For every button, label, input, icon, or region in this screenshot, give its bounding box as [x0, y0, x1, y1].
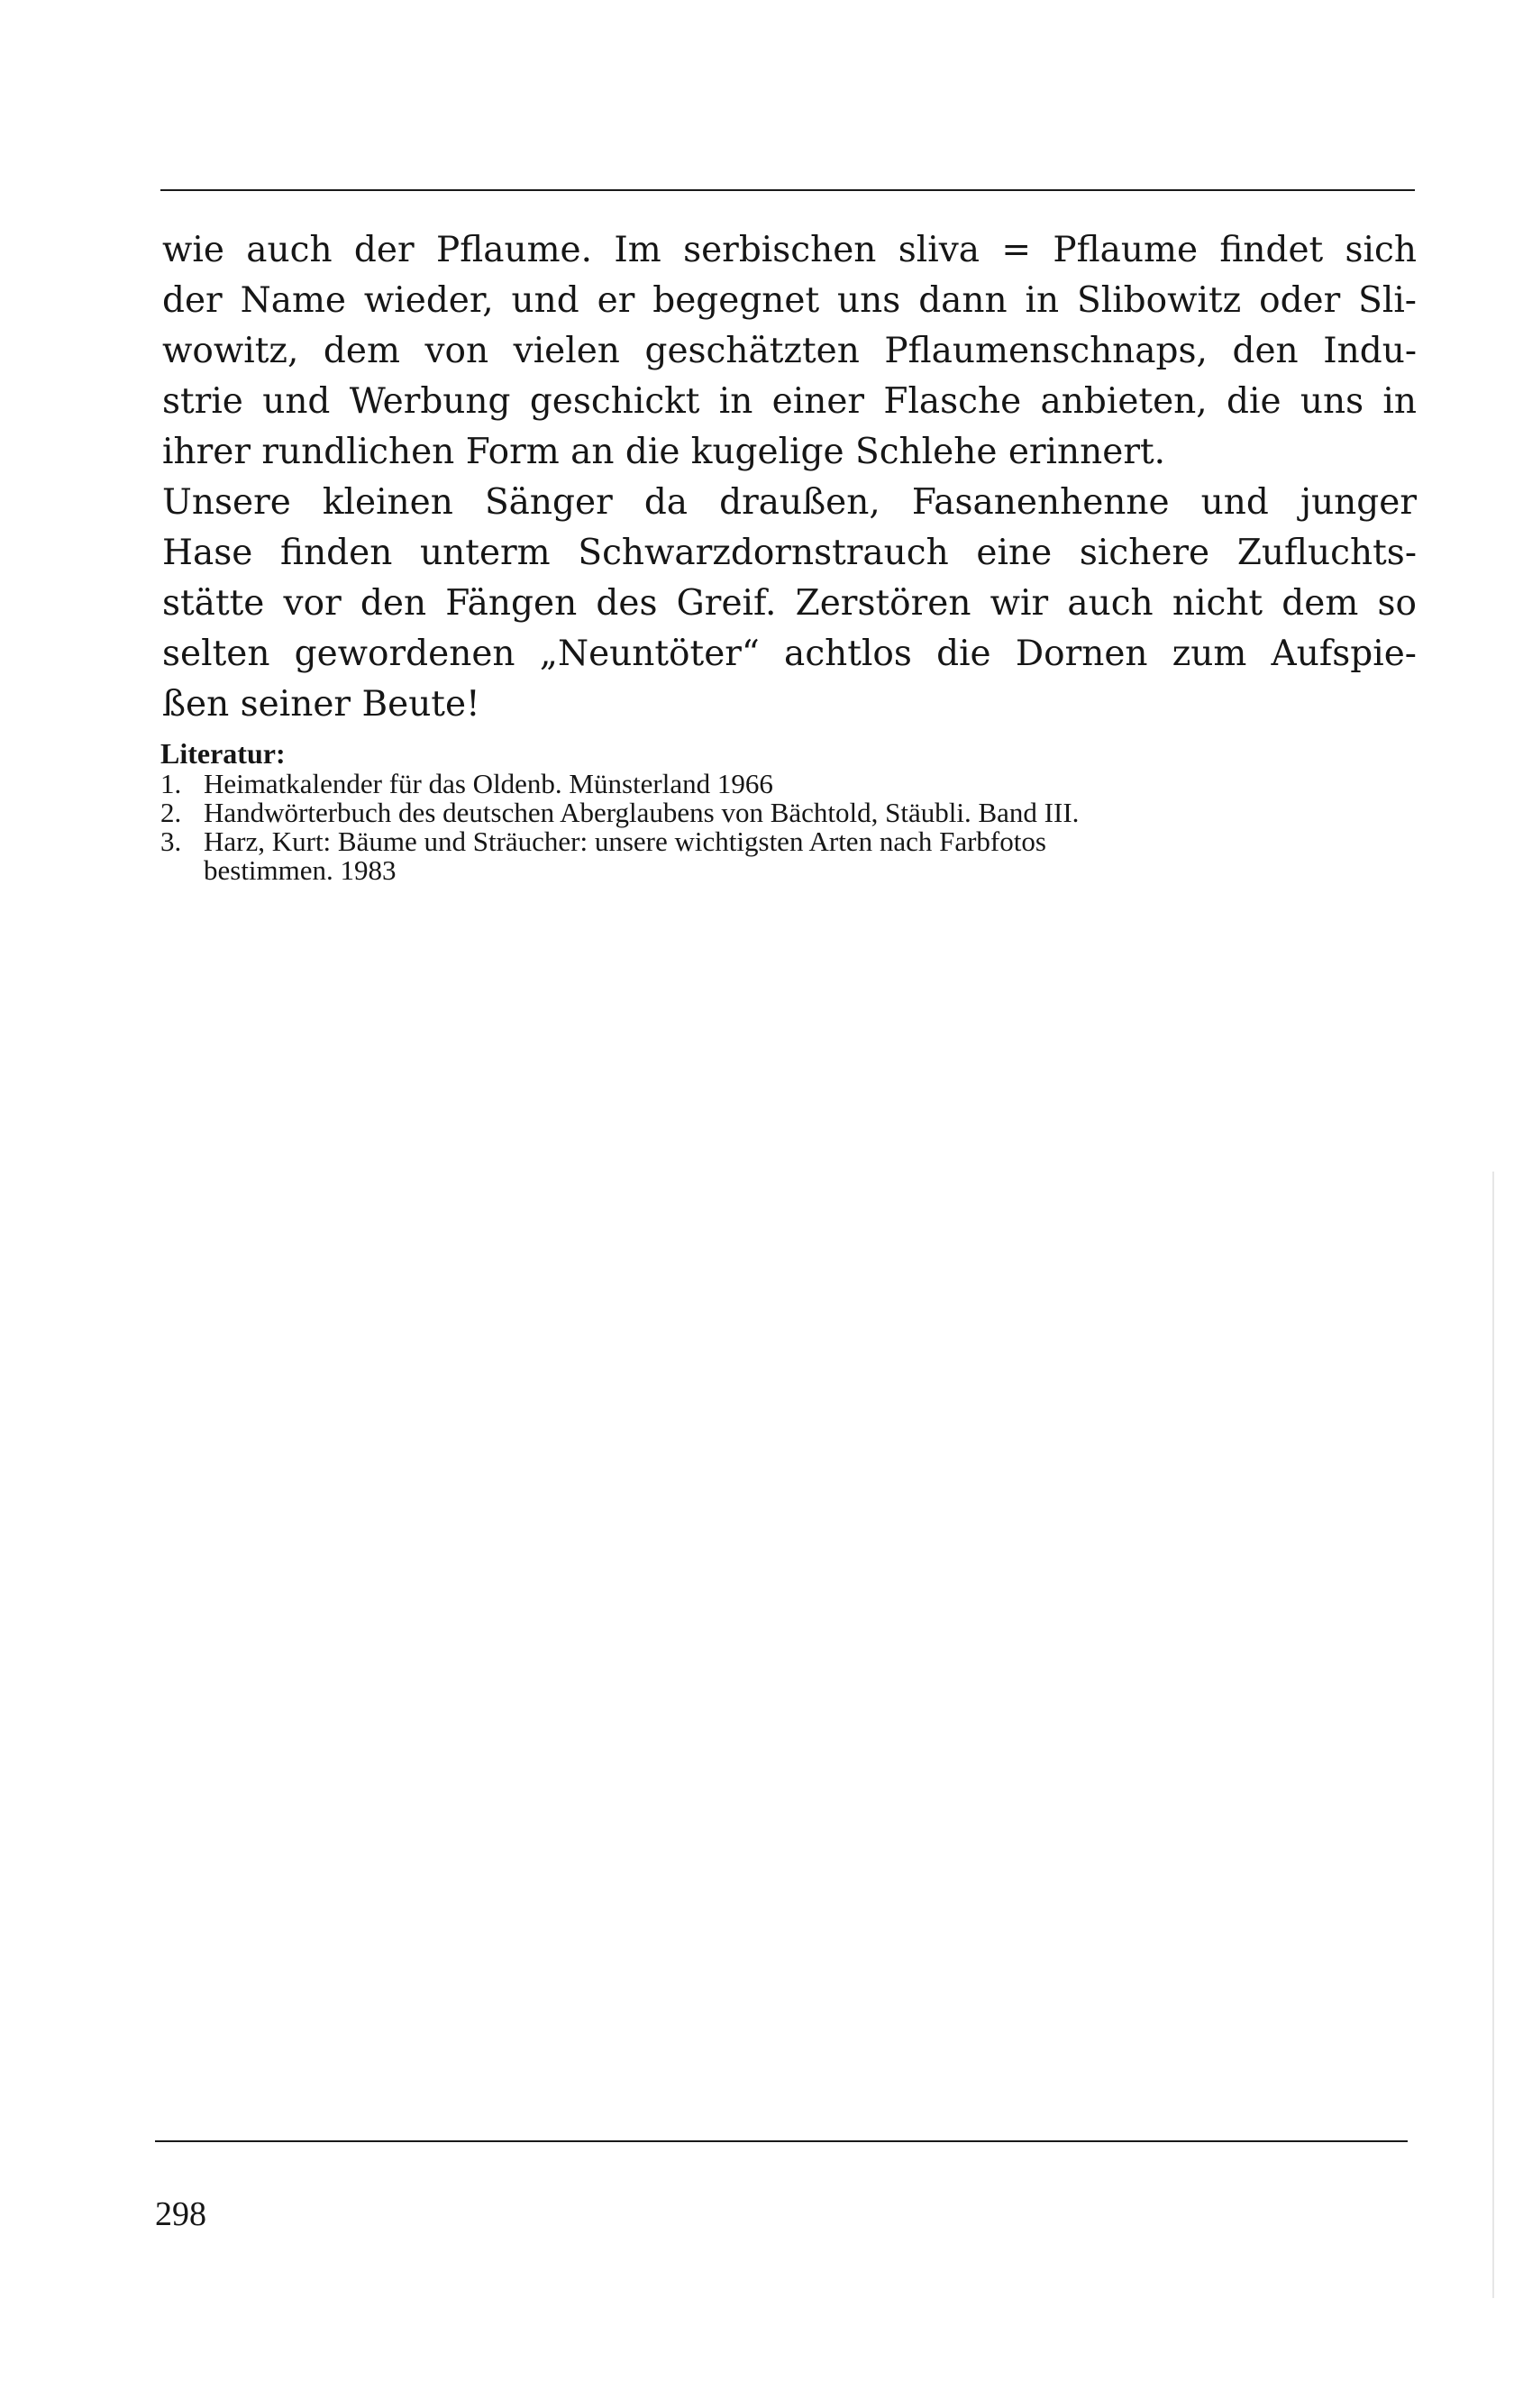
- body-text: [162, 225, 1417, 730]
- literature-item-line: Harz, Kurt: Bäume und Sträucher: unsere wichtigsten Arten nach Farbfotos: [204, 825, 1046, 857]
- bottom-rule: [155, 2140, 1408, 2142]
- literature-item-text: [204, 827, 1415, 885]
- page-edge-shadow: [1492, 1172, 1494, 2298]
- body-line: der Name wieder, und er begegnet uns dann in Slibowitz oder Sli-: [162, 280, 1417, 321]
- literature-item-line: bestimmen. 1983: [204, 854, 397, 886]
- literature-item-text: [204, 770, 1415, 798]
- page-number: 298: [155, 2195, 206, 2233]
- literature-section: [160, 737, 1415, 885]
- body-line: ihrer rundlichen Form an die kugelige Schlehe erinnert.: [162, 432, 1166, 472]
- literature-item: [160, 798, 1415, 827]
- body-line: strie und Werbung geschickt in einer Flasche anbieten, die uns in: [162, 381, 1417, 422]
- body-line: stätte vor den Fängen des Greif. Zerstören wir auch nicht dem so: [162, 583, 1417, 624]
- literature-item-text: [204, 798, 1415, 827]
- literature-item-number: 3.: [160, 825, 182, 857]
- literature-item-number: 2.: [160, 797, 182, 828]
- body-line: ßen seiner Beute!: [162, 684, 480, 725]
- body-line: selten gewordenen „Neuntöter“ achtlos die Dornen zum Aufspie-: [162, 634, 1417, 674]
- body-line: wie auch der Pflaume. Im serbischen sliva = Pflaume findet sich: [162, 230, 1417, 270]
- top-rule: [160, 189, 1415, 191]
- literature-item: [160, 827, 1415, 885]
- literature-item: [160, 770, 1415, 798]
- literature-item-line: Handwörterbuch des deutschen Aberglaubens von Bächtold, Stäubli. Band III.: [204, 797, 1080, 828]
- literature-item-number: 1.: [160, 768, 182, 799]
- body-line: Unsere kleinen Sänger da draußen, Fasanenhenne und junger: [162, 482, 1417, 523]
- literature-heading: Literatur:: [160, 737, 286, 770]
- body-line: wowitz, dem von vielen geschätzten Pflaumenschnaps, den Indu-: [162, 331, 1417, 371]
- body-line: Hase finden unterm Schwarzdornstrauch eine sichere Zufluchts-: [162, 533, 1417, 573]
- literature-item-line: Heimatkalender für das Oldenb. Münsterland 1966: [204, 768, 773, 799]
